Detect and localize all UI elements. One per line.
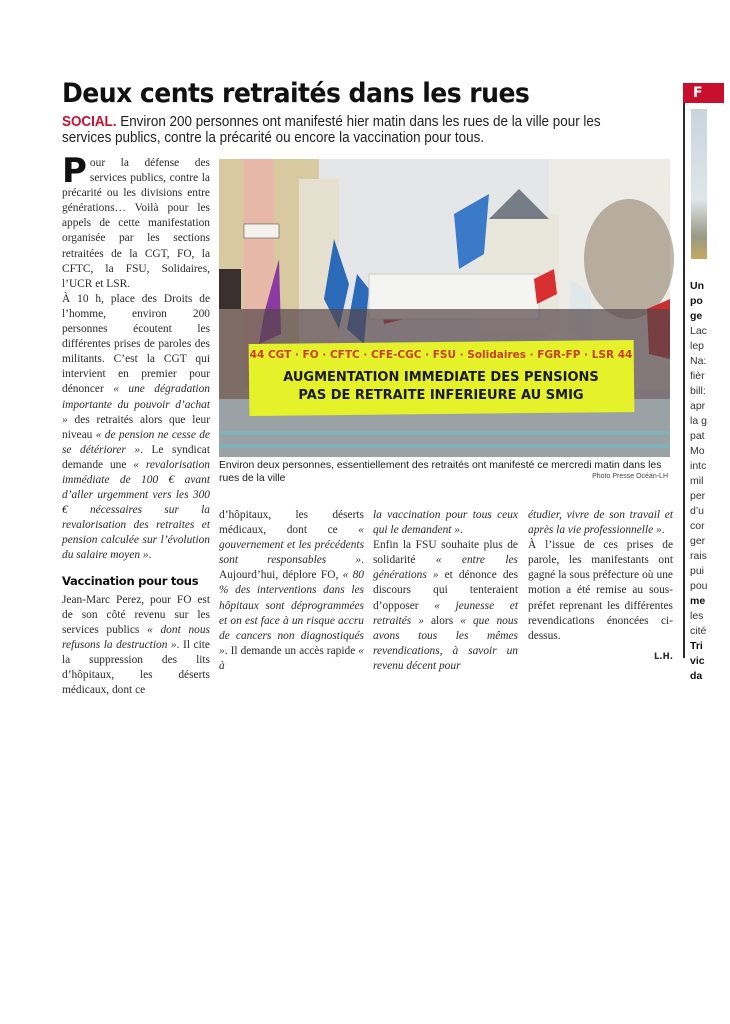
adjacent-text-line: vic bbox=[690, 655, 705, 667]
adjacent-text-line: rais bbox=[690, 550, 707, 562]
adjacent-text-line: Na: bbox=[690, 355, 707, 367]
adjacent-text-line: po bbox=[690, 295, 703, 307]
quote: « à bbox=[219, 644, 364, 672]
adjacent-article bbox=[683, 83, 724, 682]
quote: « revalorisation immédiate de 100 € avant d’aller urgemment vers les 300 € nécessaires sur la revalorisation des retraites et pension calculée sur l’évolution du salaire moyen » bbox=[62, 458, 210, 562]
adjacent-text-line: les bbox=[690, 610, 704, 622]
paragraph-fsu-cont bbox=[528, 508, 673, 538]
banner-line-3: PAS DE RETRAITE INFERIEURE AU SMIG bbox=[298, 388, 584, 403]
article-column-1 bbox=[62, 151, 210, 698]
quote: « que nous avons tous les mêmes revendications, à savoir un revenu décent pour bbox=[373, 614, 518, 672]
paragraph-text: . bbox=[661, 524, 665, 537]
paragraph-text: . Il cite la suppression des lits d’hôpitaux, les déserts médicaux, dont ce bbox=[62, 638, 210, 697]
adjacent-text-line: Lac bbox=[690, 325, 707, 337]
quote: étudier, vivre de son travail et après la vie professionnelle » bbox=[528, 509, 673, 537]
paragraph-text: À 10 h, place des Droits de l’homme, environ 200 personnes écoutent les différentes prises de paroles des militants. C’est la CGT qui intervient en premier pour dénoncer bbox=[62, 292, 210, 396]
paragraph-fo-cont bbox=[219, 508, 364, 674]
adjacent-text-line: la g bbox=[690, 415, 707, 427]
paragraph-text: . Il demande un accès rapide bbox=[224, 644, 359, 657]
article-column-2 bbox=[219, 508, 364, 674]
adjacent-text-line: apr bbox=[690, 400, 706, 412]
quote: « dont nous refusons la destruction » bbox=[62, 623, 210, 651]
adjacent-text-line: pat bbox=[690, 430, 705, 442]
paragraph-fo bbox=[62, 593, 210, 699]
quote: « entre les générations » bbox=[373, 554, 518, 582]
standfirst-text: Environ 200 personnes ont manifesté hier matin dans les rues de la ville pour les services publics, contre la précarité ou encore la vaccination pour tous. bbox=[62, 114, 601, 146]
article-column-3 bbox=[373, 508, 518, 674]
paragraph-text: d’hôpitaux, les déserts médicaux, dont ce bbox=[219, 509, 364, 537]
adjacent-text-line: da bbox=[690, 670, 703, 682]
paragraph-fsu bbox=[373, 538, 518, 674]
adjacent-text-line: mil bbox=[690, 475, 704, 487]
subheading: Vaccination pour tous bbox=[62, 573, 199, 588]
adjacent-text-line: Mo bbox=[690, 445, 705, 457]
adjacent-text-line: cité bbox=[690, 625, 707, 637]
adjacent-article-text bbox=[690, 279, 730, 684]
adjacent-text-line: d’u bbox=[690, 505, 705, 517]
paragraph-intro bbox=[62, 151, 210, 292]
adjacent-text-line: pou bbox=[690, 580, 708, 592]
paragraph-conclusion: À l’issue de ces prises de parole, les manifestants ont gagné la sous préfecture où une motion a été remise au sous-préfet reprenant les différentes revendications énoncées ci-dessus. bbox=[528, 539, 673, 642]
adjacent-text-line: cor bbox=[690, 520, 705, 532]
adjacent-text-line: fièr bbox=[690, 370, 705, 382]
quote: « de pension ne cesse de se détériorer » bbox=[62, 428, 210, 456]
paragraph-vaccination bbox=[373, 508, 518, 538]
article-headline: Deux cents retraités dans les rues bbox=[62, 78, 530, 109]
banner-line-2: AUGMENTATION IMMEDIATE DES PENSIONS bbox=[283, 370, 599, 385]
paragraph-text: . Aujourd’hui, déplore FO, bbox=[219, 554, 364, 582]
adjacent-text-line: intc bbox=[690, 460, 707, 472]
quote: « une dégradation importante du pouvoir d’achat » bbox=[62, 383, 210, 426]
paragraph-text: des retraités alors que leur niveau bbox=[62, 413, 210, 441]
adjacent-text-line: bill: bbox=[690, 385, 706, 397]
paragraph-text: . bbox=[148, 549, 152, 562]
paragraph-text: Enfin la FSU souhaite plus de solidarité bbox=[373, 539, 518, 567]
paragraph-text: . Le syndicat demande une bbox=[62, 443, 210, 471]
adjacent-text-line: me bbox=[690, 595, 706, 607]
article-column-4 bbox=[528, 508, 673, 665]
quote: la vaccination pour tous ceux qui le demandent » bbox=[373, 509, 518, 537]
adjacent-text-line: lep bbox=[690, 340, 705, 352]
paragraph-text: Jean-Marc Perez, pour FO est de son côté revenu sur les services publics bbox=[62, 593, 210, 636]
paragraph-text: et dénonce des discours qui tenteraient d’opposer bbox=[373, 569, 519, 612]
adjacent-text-line: ger bbox=[690, 535, 706, 547]
photo-caption: Environ deux personnes, essentiellement des retraités ont manifesté ce mercredi matin dans les rues de la ville bbox=[219, 460, 662, 484]
article-standfirst bbox=[62, 114, 617, 146]
paragraph-cgt bbox=[62, 292, 210, 564]
section-badge: F bbox=[683, 83, 724, 103]
adjacent-text-line: ge bbox=[690, 310, 703, 322]
paragraph-text: our la défense des services publics, contre la précarité ou les divisions entre générations… Voilà pour les appels de cette manifestation organisée par les sections retraitées de la CGT, FO, la CFTC, la FSU, Solidaires, l’UCR et LSR. bbox=[62, 157, 210, 290]
quote: « jeunesse et retraités » bbox=[373, 599, 518, 627]
banner-line-1: 44 CGT · FO · CFTC · CFE-CGC · FSU · Solidaires · FGR-FP · LSR 44 bbox=[249, 349, 633, 361]
photo-illustration bbox=[219, 159, 670, 457]
adjacent-photo bbox=[691, 109, 707, 259]
adjacent-text-line: per bbox=[690, 490, 706, 502]
drop-cap: P bbox=[62, 151, 87, 191]
section-kicker: SOCIAL. bbox=[62, 114, 117, 130]
paragraph-text: . bbox=[460, 524, 463, 537]
author-signature: L.H. bbox=[654, 651, 673, 662]
quote: « 80 % des interventions dans les hôpitaux sont déprogrammées et on est face à un risque accru de cancers non diagnostiqués » bbox=[219, 569, 364, 657]
paragraph-text: alors bbox=[423, 614, 461, 627]
column-rule bbox=[683, 103, 685, 658]
adjacent-text-line: Tri bbox=[690, 640, 703, 652]
adjacent-text-line: Un bbox=[690, 280, 704, 292]
quote: « gouvernement et les précédents sont responsables » bbox=[219, 524, 364, 567]
protest-photo bbox=[219, 159, 670, 457]
photo-credit: Photo Presse Océan-LH bbox=[592, 473, 668, 480]
adjacent-text-line: pui bbox=[690, 565, 705, 577]
